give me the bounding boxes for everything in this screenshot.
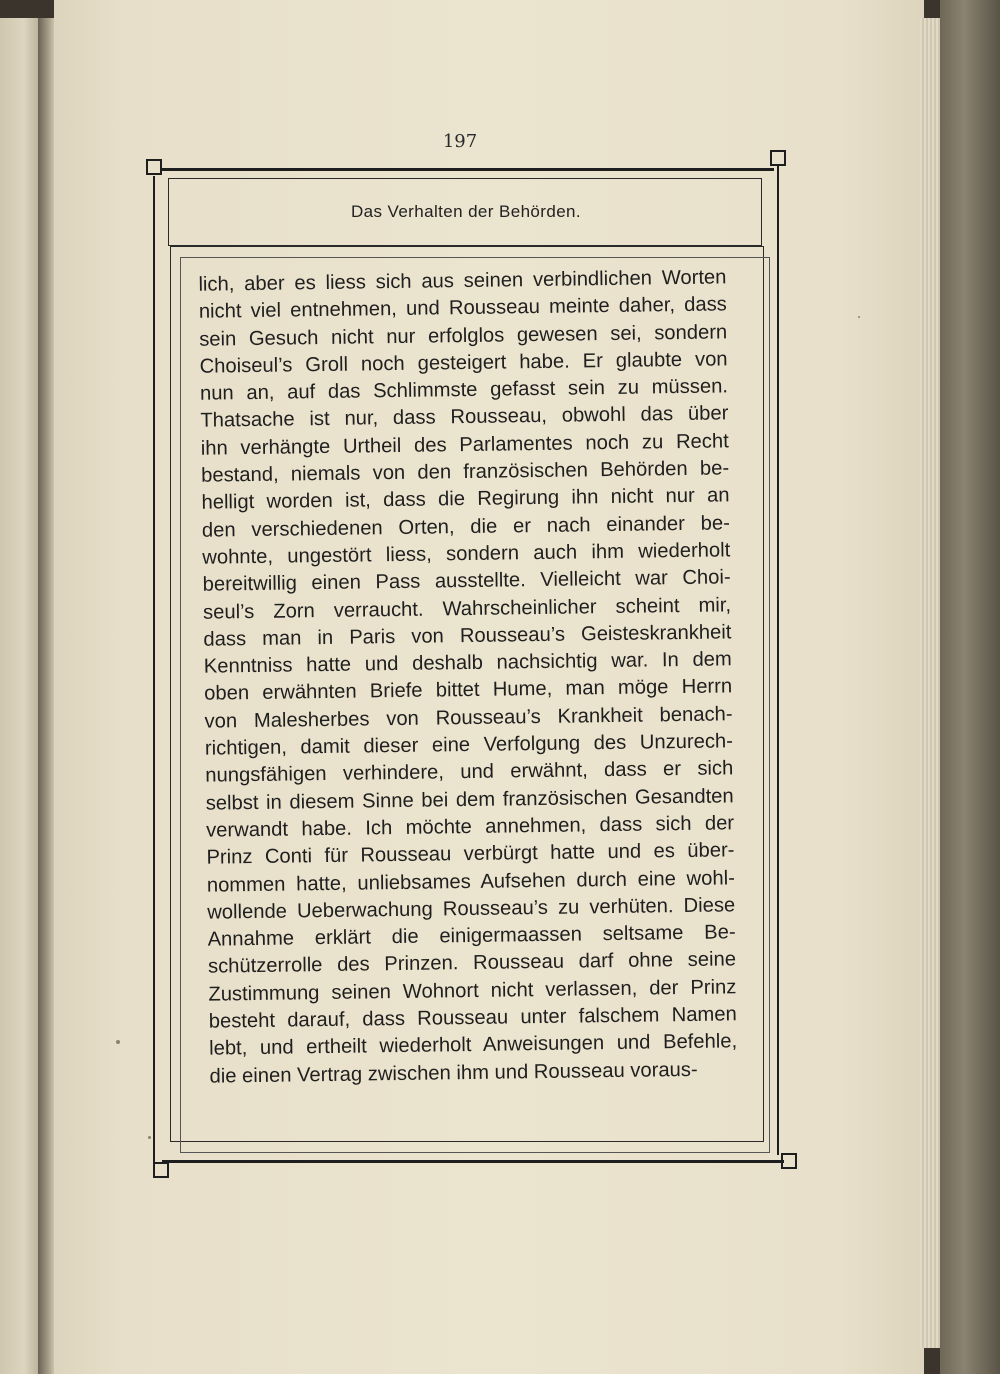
left-page-edge — [0, 18, 40, 1374]
running-head: Das Verhalten der Behörden. — [350, 202, 582, 221]
text-line: schützerrolle des Prinzen. Rousseau darf ohne seine — [207, 948, 737, 979]
text-line: seul’s Zorn verraucht. Wahrscheinlicher scheint mir, — [202, 593, 732, 624]
text-line: den verschiedenen Orten, die er nach einander be- — [201, 512, 731, 542]
text-line: Thatsache ist nur, dass Rousseau, obwohl das über — [200, 402, 729, 433]
text-line: sein Gesuch nicht nur erfolglos gewesen sei, sondern — [199, 320, 728, 351]
text-line: bereitwillig einen Pass ausstellte. Vielleicht war Choi- — [202, 566, 731, 596]
text-line: helligt worden ist, dass die Regirung ihn nicht nur an — [201, 484, 730, 515]
frame-corner-ornament — [770, 150, 786, 166]
text-line: Annahme erklärt die einigermaassen seltsame Be- — [207, 921, 736, 951]
text-line: ihn verhängte Urtheil des Parlamentes noch zu Recht — [200, 430, 729, 460]
text-line: Choiseul’s Groll noch gesteigert habe. Er glaubte von — [199, 348, 728, 378]
frame-left-rule — [153, 176, 155, 1162]
frame-right-rule — [777, 165, 779, 1155]
frame-corner-ornament — [781, 1153, 797, 1169]
paper-speck — [858, 316, 860, 318]
text-line: richtigen, damit dieser eine Verfolgung des Unzurech- — [204, 730, 734, 760]
text-line: selbst in diesem Sinne bei dem französischen Gesandten — [205, 784, 734, 815]
page-number: 197 — [442, 131, 478, 152]
text-line: Kenntniss hatte und deshalb nachsichtig war. In dem — [203, 648, 732, 678]
frame-corner-ornament — [153, 1162, 169, 1178]
frame-corner-ornament — [146, 159, 162, 175]
frame-top-rule — [162, 168, 774, 171]
text-line: nicht viel entnehmen, und Rousseau meinte daher, dass — [198, 293, 727, 324]
body-text — [198, 264, 737, 1090]
text-line: bestand, niemals von den französischen Behörden be- — [201, 457, 730, 487]
text-line: nun an, auf das Schlimmste gefasst sein zu müssen. — [199, 375, 729, 405]
text-line: oben erwähnten Briefe bittet Hume, man möge Herrn — [204, 675, 733, 706]
text-line: wollende Ueberwachung Rousseau’s zu verhüten. Diese — [207, 894, 736, 924]
frame-bottom-rule — [162, 1160, 784, 1163]
book-cover-edge — [940, 0, 1000, 1374]
text-line: wohnte, ungestört liess, sondern auch ihm wiederholt — [202, 539, 731, 569]
text-line: nungsfähigen verhindere, und erwähnt, dass er sich — [205, 757, 734, 788]
text-line: besteht darauf, dass Rousseau unter falschem Namen — [208, 1003, 737, 1033]
text-line: verwandt habe. Ich möchte annehmen, dass sich der — [205, 812, 735, 842]
text-line: lebt, und ertheilt wiederholt Anweisungen und Befehle, — [209, 1030, 738, 1060]
text-line: dass man in Paris von Rousseau’s Geisteskrankheit — [203, 621, 732, 651]
text-line: Prinz Conti für Rousseau verbürgt hatte und es über- — [206, 839, 735, 869]
paper-speck — [148, 1136, 151, 1139]
text-line: Zustimmung seinen Wohnort nicht verlassen, der Prinz — [208, 976, 737, 1006]
text-line: von Malesherbes von Rousseau’s Krankheit benach- — [204, 703, 733, 733]
text-line: nommen hatte, unliebsames Aufsehen durch eine wohl- — [206, 866, 735, 897]
paper-speck — [116, 1040, 120, 1044]
text-line: die einen Vertrag zwischen ihm und Rousseau voraus- — [209, 1058, 698, 1088]
text-line: lich, aber es liess sich aus seinen verbindlichen Worten — [198, 266, 727, 296]
